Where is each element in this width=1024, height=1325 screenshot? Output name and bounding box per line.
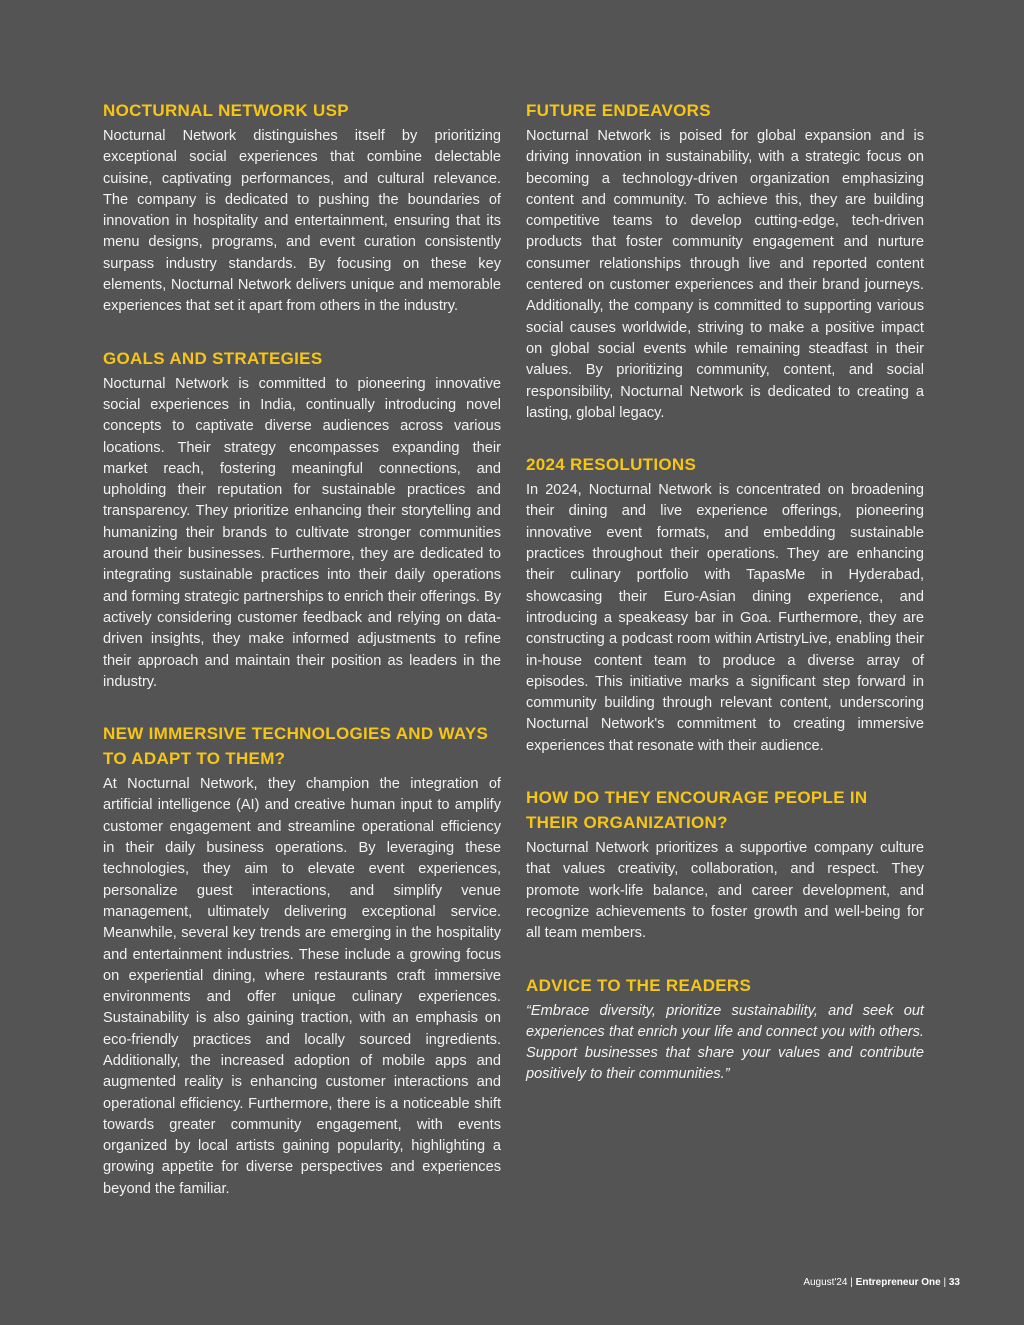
encourage-section [526,785,924,944]
page-footer [803,1277,960,1288]
left-column [103,98,501,1228]
footer-separator-2: | [943,1277,947,1288]
goals-heading: GOALS AND STRATEGIES [103,348,323,368]
technologies-section [103,721,501,1200]
usp-section [103,98,501,318]
future-heading: FUTURE ENDEAVORS [526,101,711,120]
usp-body: Nocturnal Network distinguishes itself by prioritizing exceptional social experiences that combine delectable cuisine, captivating performances, and cultural relevance. The company is dedicated to pushing the boundaries of innovation in hospitality and entertainment, ensuring that its menu designs, programs, and event curation consistently surpass industry standards. By focusing on these key elements, Nocturnal Network delivers unique and memorable experiences that set it apart from others in the industry. [103,128,501,315]
future-section [526,98,924,424]
usp-heading: NOCTURNAL NETWORK USP [103,101,349,120]
right-column [526,98,924,1114]
advice-section [526,973,924,1086]
footer-issue: August'24 [803,1277,848,1288]
goals-body: Nocturnal Network is committed to pioneering innovative social experiences in India, continually introducing novel concepts to captivate diverse audiences across various locations. Their strategy encompasses expanding their market reach, fostering meaningful connections, and upholding their reputation for sustainable practices and transparency. They prioritize enhancing their storytelling and humanizing their brands to cultivate stronger communities around their businesses. Furthermore, they are dedicated to integrating sustainable practices into their daily operations and forming strategic partnerships to enrich their offerings. By actively considering customer feedback and relying on data-driven insights, they make informed adjustments to refine their approach and maintain their position as leaders in the industry. [103,375,502,690]
technologies-heading: NEW IMMERSIVE TECHNOLOGIES AND WAYS TO ADAPT TO THEM? [103,724,489,769]
footer-page-number: 33 [948,1277,960,1288]
advice-heading: ADVICE TO THE READERS [526,975,752,995]
resolutions-heading: 2024 RESOLUTIONS [526,455,697,475]
technologies-body: At Nocturnal Network, they champion the integration of artificial intelligence (AI) and creative human input to amplify customer engagement and streamline operational efficiency in their daily business operations. By leveraging these technologies, they aim to elevate event experiences, personalize guest interactions, and simplify venue management, ultimately delivering exceptional service. Meanwhile, several key trends are emerging in the hospitality and entertainment industries. These include a growing focus on experiential dining, where restaurants craft immersive environments and offer unique culinary experiences. Sustainability is also gaining traction, with an emphasis on eco-friendly practices and locally sourced ingredients. Additionally, the increased adoption of mobile apps and augmented reality is enhancing customer interactions and operational efficiency. Furthermore, there is a noticeable shift towards greater community engagement, with events organized by local artists gaining popularity, highlighting a growing appetite for diverse perspectives and experiences beyond the familiar. [103,776,501,1197]
encourage-body: Nocturnal Network prioritizes a supportive company culture that values creativity, collaboration, and respect. They promote work-life balance, and career development, and recognize achievements to foster growth and well-being for all team members. [526,840,924,942]
goals-section [103,346,501,693]
future-body: Nocturnal Network is poised for global expansion and is driving innovation in sustainability, with a strategic focus on becoming a technology-driven organization emphasizing content and community. To achieve this, they are building competitive teams to develop cutting-edge, tech-driven products that foster community engagement and nurture consumer relationships through live and reported content centered on customer experiences and their brand journeys. Additionally, the company is committed to supporting various social causes worldwide, striving to make a positive impact on global social events while remaining steadfast in their values. By prioritizing community, content, and social responsibility, Nocturnal Network is dedicated to creating a lasting, global legacy. [526,128,924,421]
encourage-heading: HOW DO THEY ENCOURAGE PEOPLE IN THEIR ORGANIZATION? [526,788,868,833]
footer-separator: | [850,1277,853,1288]
footer-magazine: Entrepreneur One [855,1277,941,1288]
resolutions-section [526,452,924,757]
advice-quote: “Embrace diversity, prioritize sustainability, and seek out experiences that enrich your life and connect you with others. Support businesses that share your values and contribute positively to their communities.” [526,1002,924,1083]
resolutions-body: In 2024, Nocturnal Network is concentrated on broadening their dining and live experience offerings, pioneering innovative event formats, and embedding sustainable practices throughout their operations. They are enhancing their culinary portfolio with TapasMe in Hyderabad, showcasing their Euro-Asian dining experience, and introducing a speakeasy bar in Goa. Furthermore, they are constructing a podcast room within ArtistryLive, enabling their in-house content team to produce a diverse array of episodes. This initiative marks a significant step forward in community building through relevant content, underscoring Nocturnal Network's commitment to creating immersive experiences that resonate with their audience. [526,482,924,754]
